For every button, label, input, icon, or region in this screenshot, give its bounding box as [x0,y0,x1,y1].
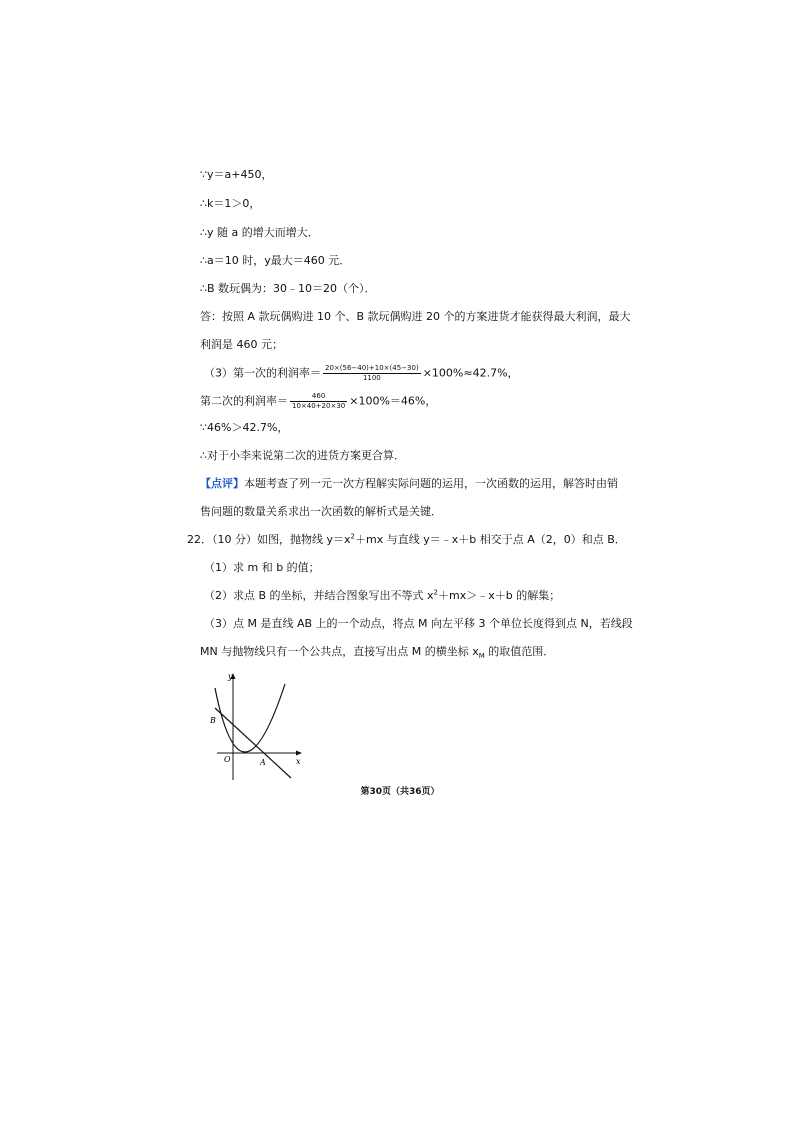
question-2-b: ＋mx＞﹣x＋b 的解集； [438,589,561,602]
page-footer: 第30页（共36页） [360,787,440,797]
problem-22-stem-a: 22．（10 分）如图，抛物线 y＝x [187,533,351,546]
question-3-line-2-a: MN 与抛物线只有一个公共点，直接写出点 M 的横坐标 x [200,645,479,658]
x-axis-arrow [296,751,302,756]
problem-22-stem-b: ＋mx 与直线 y＝﹣x＋b 相交于点 A（2，0）和点 B． [354,533,626,546]
y-axis-label: y [228,672,233,681]
straight-line [215,708,291,778]
second-profit-fraction [290,392,347,411]
question-2 [204,589,560,603]
first-profit-suffix: ×100%≈42.7%， [422,366,519,380]
second-profit-suffix: ×100%＝46%， [349,394,437,408]
solution-line-2: ∴k＝1＞0， [200,197,261,210]
first-profit-prefix: （3）第一次的利润率＝ [204,366,321,380]
question-3-line-2 [200,645,554,659]
conclusion-line: ∴对于小李来说第二次的进货方案更合算． [200,449,405,462]
problem-22-stem [187,533,626,547]
parabola-line-graph [195,668,310,783]
comment-line-1 [200,477,618,491]
question-3-line-2-b: 的取值范围． [484,645,555,658]
solution-line-3: ∴y 随 a 的增大而增大． [200,226,319,239]
point-b-label: B [210,716,216,725]
solution-line-1: ∵y＝a+450， [200,168,273,181]
x-axis-label: x [296,757,301,766]
second-profit-prefix: 第二次的利润率＝ [200,394,288,408]
comparison-line: ∵46%＞42.7%， [200,421,289,434]
second-profit-rate [200,392,436,411]
comment-line-2: 售问题的数量关系求出一次函数的解析式是关键． [200,505,442,518]
comment-text-1: 本题考查了列一元一次方程解实际问题的运用，一次函数的运用，解答时由销 [244,477,618,490]
question-3-sub: M [478,652,485,661]
first-profit-denominator: 1100 [362,374,381,382]
question-3-line-1: （3）点 M 是直线 AB 上的一个动点，将点 M 向左平移 3 个单位长度得到点 N，若线段 [204,617,633,630]
problem-22-stem-sup: 2 [350,532,355,541]
comment-tag: 【点评】 [200,477,244,490]
question-2-sup: 2 [433,588,439,597]
first-profit-numerator: 20×(56−40)+10×(45−30) [325,364,419,372]
first-profit-rate [204,364,519,383]
solution-line-4: ∴a＝10 时，y最大＝460 元． [200,254,351,267]
second-profit-denominator: 10×40+20×30 [292,402,346,410]
question-1: （1）求 m 和 b 的值； [204,561,320,574]
point-a-label: A [260,758,266,767]
solution-line-5: ∴B 数玩偶为：30﹣10＝20（个）． [200,282,376,295]
second-profit-numerator: 460 [290,392,347,402]
answer-line-2: 利润是 460 元； [200,338,283,351]
origin-label: O [224,755,231,764]
answer-line-1: 答：按照 A 款玩偶购进 10 个、B 款玩偶购进 20 个的方案进货才能获得最大利润，最大 [200,310,631,323]
first-profit-fraction [323,364,421,383]
question-2-a: （2）求点 B 的坐标，并结合图象写出不等式 x [204,589,434,602]
